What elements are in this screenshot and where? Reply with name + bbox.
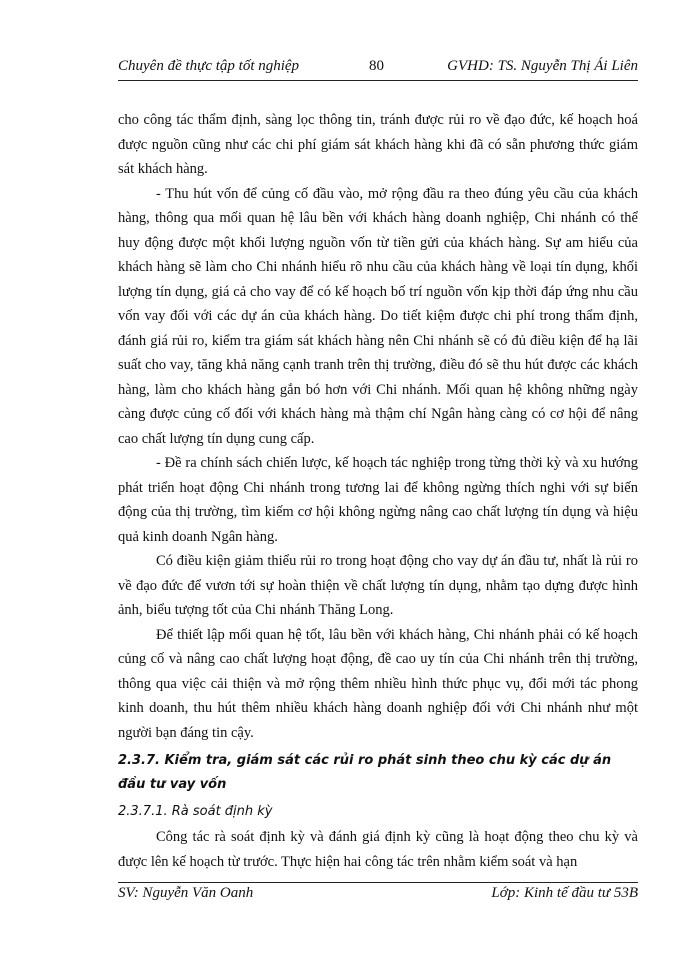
paragraph-3: - Đề ra chính sách chiến lược, kế hoạch tác nghiệp trong từng thời kỳ và xu hướng phát triển hoạt động Chi nhánh trong tương lai để không ngừng thích nghi với sự biến động của thị trường, tìm kiếm cơ hội không ngừng nâng cao chất lượng tín dụng và hiệu quả kinh doanh Ngân hàng. xyxy=(118,455,638,545)
page-number: 80 xyxy=(369,58,384,74)
student-name: SV: Nguyễn Văn Oanh xyxy=(118,885,254,901)
section-heading-2-3-7: 2.3.7. Kiểm tra, giám sát các rủi ro phát sinh theo chu kỳ các dự án đầu tư vay vốn xyxy=(118,753,612,792)
page-body xyxy=(118,108,638,874)
paragraph-4: Có điều kiện giảm thiểu rủi ro trong hoạt động cho vay dự án đầu tư, nhất là rủi ro về đạo đức để vươn tới sự hoàn thiện về chất lượng tín dụng, nhằm tạo dựng được hình ảnh, biểu tượng tốt của Chi nhánh Thăng Long. xyxy=(118,553,638,618)
page-header xyxy=(118,58,638,80)
paragraph-2: - Thu hút vốn để củng cố đầu vào, mở rộng đầu ra theo đúng yêu cầu của khách hàng, thông qua mối quan hệ lâu bền với khách hàng doanh nghiệp, Chi nhánh có thể huy động được một khối lượng nguồn vốn từ tiền gửi của khách hàng. Sự am hiểu của khách hàng sẽ làm cho Chi nhánh hiểu rõ nhu cầu của khách hàng về loại tín dụng, khối lượng tín dụng, giá cả cho vay để có kế hoạch bố trí nguồn vốn kịp thời đáp ứng nhu cầu vốn vay đối với các dự án của khách hàng. Do tiết kiệm được chi phí trong thẩm định, đánh giá rủi ro, kiểm tra giám sát khách hàng nên Chi nhánh sẽ có đủ điều kiện để hạ lãi suất cho vay, tăng khả năng cạnh tranh trên thị trường, điều đó sẽ thu hút được các khách hàng, làm cho khách hàng gắn bó hơn với Chi nhánh. Mối quan hệ không những ngày càng được củng cố đối với khách hàng mà thậm chí Ngân hàng càng có cơ hội để nâng cao chất lượng tín dụng cung cấp. xyxy=(118,185,638,447)
document-title: Chuyên đề thực tập tốt nghiệp xyxy=(118,58,300,74)
paragraph-6: Công tác rà soát định kỳ và đánh giá định kỳ cũng là hoạt động theo chu kỳ và được lên kế hoạch từ trước. Thực hiện hai công tác trên nhằm kiểm soát và hạn xyxy=(118,829,638,870)
header-divider xyxy=(118,80,638,81)
advisor-name: GVHD: TS. Nguyễn Thị Ái Liên xyxy=(447,58,638,74)
paragraph-1: cho công tác thẩm định, sàng lọc thông tin, tránh được rủi ro về đạo đức, kế hoạch hoá được nguồn cũng như các chi phí giám sát khách hàng khi đã có sẵn phương thức giám sát khách hàng. xyxy=(118,112,638,177)
class-name: Lớp: Kinh tế đầu tư 53B xyxy=(491,885,638,901)
subsection-heading-2-3-7-1: 2.3.7.1. Rà soát định kỳ xyxy=(118,804,273,819)
footer-divider xyxy=(118,882,638,883)
paragraph-5: Để thiết lập mối quan hệ tốt, lâu bền với khách hàng, Chi nhánh phải có kế hoạch củng cố và nâng cao chất lượng hoạt động, đề cao uy tín của Chi nhánh trên thị trường, thông qua việc cải thiện và mở rộng thêm nhiều hình thức phục vụ, đổi mới tác phong kinh doanh, thu hút thêm nhiều khách hàng doanh nghiệp đối với Chi nhánh như một người bạn đáng tin cậy. xyxy=(118,626,638,741)
